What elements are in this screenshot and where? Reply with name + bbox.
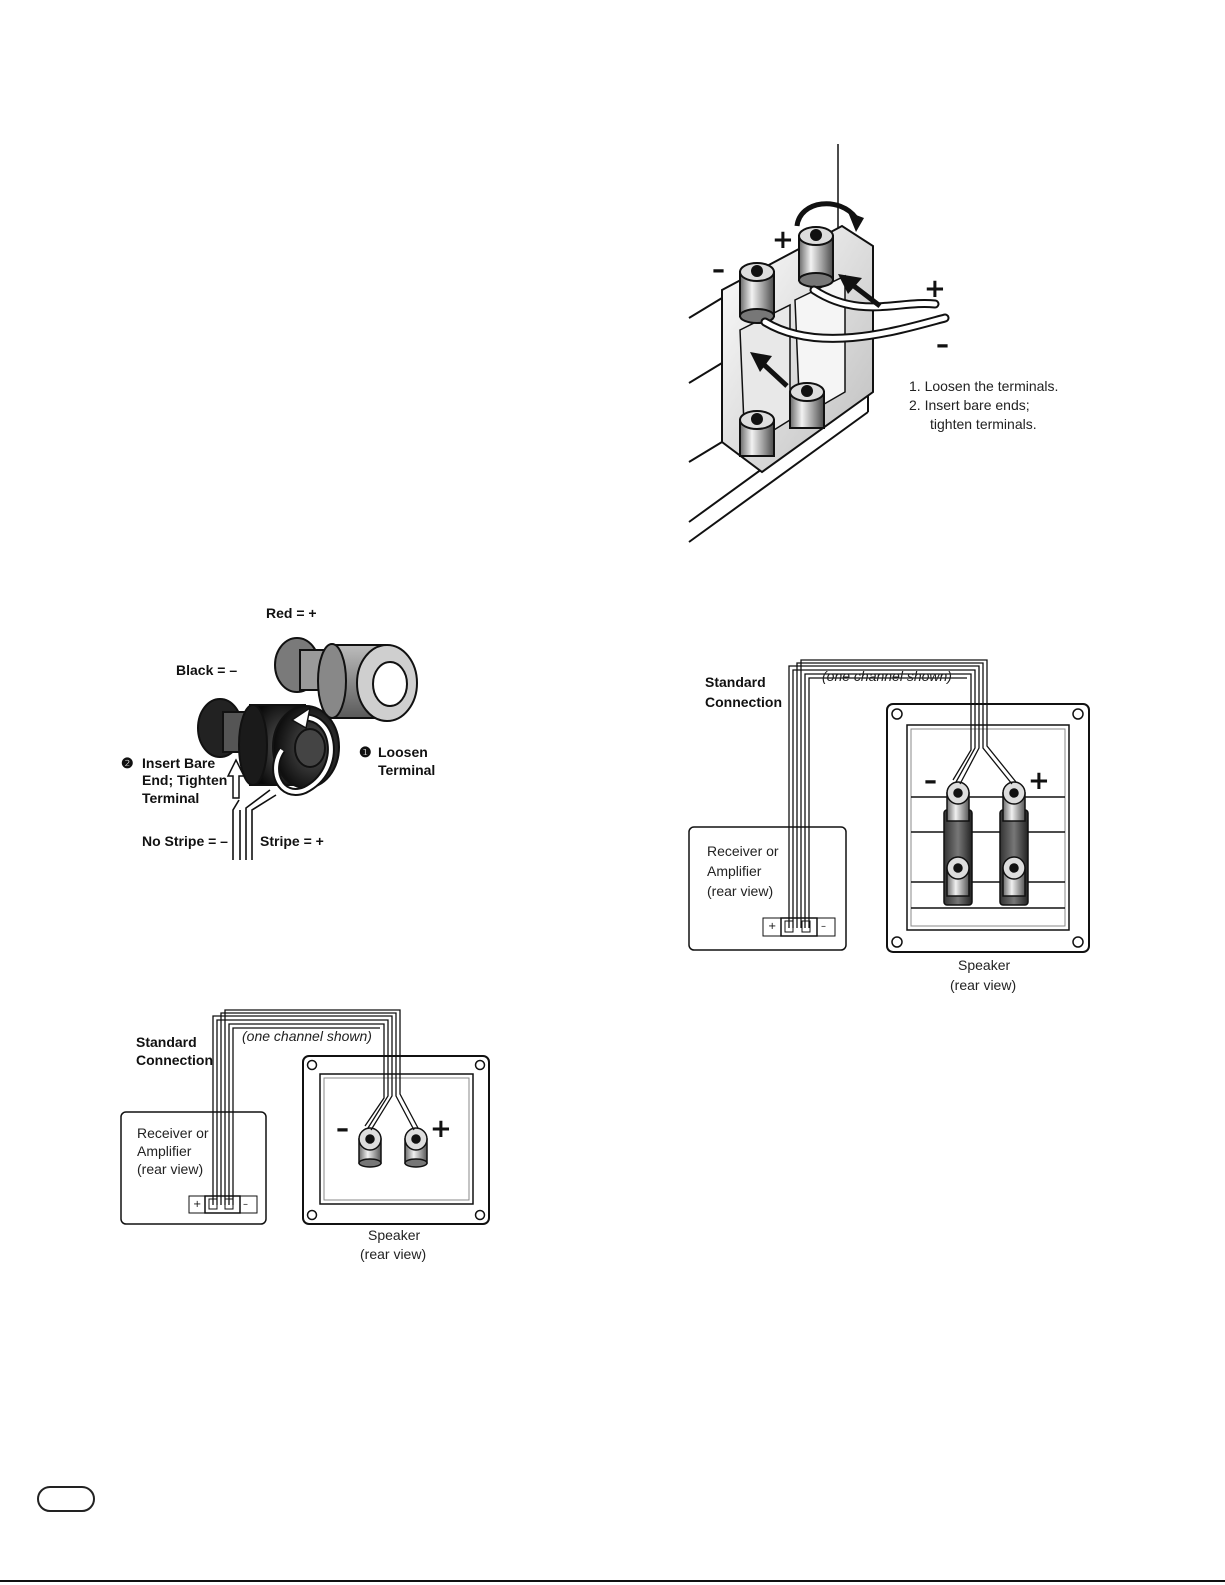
top-minus-symbol: – [712,255,725,285]
step-2-text: 2. Insert bare ends; [909,397,1030,413]
single-title-line1: Standard [136,1034,197,1050]
loosen-number: ❶ [359,744,372,760]
dual-spk-minus: – [924,766,937,796]
dual-title-line2: Connection [705,694,782,710]
dual-spk-plus: + [1028,766,1050,796]
speaker-box-dual [887,704,1089,952]
dual-rx-plus: + [768,921,777,932]
single-speaker-line2: (rear view) [360,1246,427,1262]
step-2-cont-text: tighten terminals. [930,416,1037,432]
single-speaker-line1: Speaker [368,1227,421,1243]
single-receiver-line3: (rear view) [137,1161,204,1177]
single-spk-minus: – [336,1114,349,1144]
insert-number: ❷ [121,755,134,771]
page-number-oval [37,1486,95,1512]
wire-plus-symbol: + [924,274,946,304]
single-receiver-line1: Receiver or [137,1125,209,1141]
loosen-line1: Loosen [378,744,428,760]
dual-note: (one channel shown) [822,668,952,684]
insert-line3: Terminal [142,790,200,806]
dual-receiver-line1: Receiver or [707,843,779,859]
single-spk-plus: + [430,1114,452,1144]
dual-rx-minus: – [821,921,826,932]
top-plus-symbol: + [772,225,794,255]
bottom-rule [0,1580,1225,1582]
step-1-text: 1. Loosen the terminals. [909,378,1059,394]
single-rx-plus: + [193,1199,202,1210]
stripe-label: Stripe = + [260,833,324,849]
dual-title-line1: Standard [705,674,766,690]
insert-line2: End; Tighten [142,772,228,788]
dual-receiver-line3: (rear view) [707,883,774,899]
single-note: (one channel shown) [242,1028,372,1044]
insert-line1: Insert Bare [142,755,216,771]
black-label: Black = – [176,662,238,678]
loosen-line2: Terminal [378,762,436,778]
dual-speaker-line2: (rear view) [950,977,1017,993]
dual-receiver-line2: Amplifier [707,863,762,879]
single-title-line2: Connection [136,1052,213,1068]
no-stripe-label: No Stripe = – [142,833,228,849]
wire-minus-symbol: – [936,330,949,360]
single-rx-minus: – [243,1199,248,1210]
dual-speaker-line1: Speaker [958,957,1011,973]
red-label: Red = + [266,605,317,621]
single-receiver-line2: Amplifier [137,1143,192,1159]
